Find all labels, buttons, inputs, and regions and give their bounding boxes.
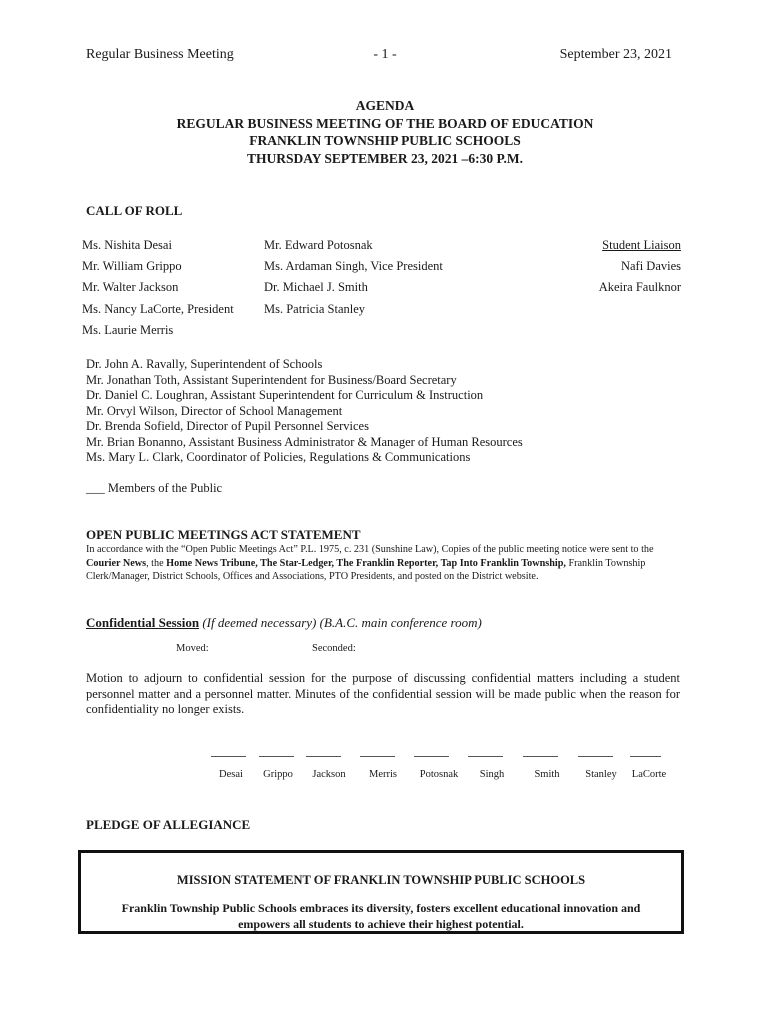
student-liaison: Nafi Davies (620, 259, 681, 273)
agenda-title: AGENDA (355, 98, 415, 113)
student-liaison-heading: Student Liaison (602, 238, 681, 252)
roll-member: Dr. Michael J. Smith (264, 280, 368, 294)
roll-call-heading: CALL OF ROLL (86, 203, 183, 218)
vote-name: Desai (219, 769, 243, 780)
vote-name: Jackson (312, 769, 346, 780)
vote-blank (630, 756, 661, 757)
vote-name: Stanley (585, 769, 617, 780)
vote-name: Smith (534, 769, 560, 780)
vote-blank (306, 756, 341, 757)
seconded-label: Seconded: (312, 643, 356, 654)
staff-member: Mr. Orvyl Wilson, Director of School Management (86, 403, 343, 418)
staff-member: Dr. Brenda Sofield, Director of Pupil Personnel Services (86, 419, 369, 433)
staff-member: Mr. Brian Bonanno, Assistant Business Administrator & Manager of Human Resources (86, 434, 523, 449)
roll-member: Ms. Laurie Merris (82, 323, 174, 337)
district-name: FRANKLIN TOWNSHIP PUBLIC SCHOOLS (249, 133, 521, 148)
meeting-title: REGULAR BUSINESS MEETING OF THE BOARD OF EDUCATION (176, 115, 594, 131)
vote-blank (523, 756, 558, 757)
vote-name: Merris (369, 769, 397, 780)
members-of-public: ___ Members of the Public (86, 481, 223, 495)
vote-name: Singh (479, 769, 505, 780)
roll-member: Ms. Ardaman Singh, Vice President (264, 259, 443, 273)
staff-member: Dr. John A. Ravally, Superintendent of Schools (86, 357, 323, 371)
vote-blank (468, 756, 503, 757)
mission-title: MISSION STATEMENT OF FRANKLIN TOWNSHIP PUBLIC SCHOOLS (176, 873, 586, 887)
vote-blank (360, 756, 395, 757)
roll-member: Mr. Walter Jackson (82, 280, 179, 294)
staff-member: Mr. Jonathan Toth, Assistant Superintendent for Business/Board Secretary (86, 372, 457, 387)
vote-blank (211, 756, 246, 757)
moved-label: Moved: (176, 643, 209, 654)
staff-list (86, 357, 523, 466)
vote-blank (578, 756, 613, 757)
vote-name: LaCorte (631, 769, 667, 780)
header-date: September 23, 2021 (559, 47, 672, 62)
roll-member: Ms. Nancy LaCorte, President (82, 302, 234, 316)
vote-blank (414, 756, 449, 757)
vote-name: Grippo (263, 769, 293, 780)
roll-member: Ms. Patricia Stanley (264, 302, 366, 316)
student-liaison: Akeira Faulknor (598, 280, 681, 294)
header-meeting-type: Regular Business Meeting (86, 47, 234, 62)
header-page-number: - 1 - (373, 47, 397, 62)
agenda-title-block (0, 97, 770, 167)
meeting-datetime: THURSDAY SEPTEMBER 23, 2021 –6:30 P.M. (246, 150, 524, 166)
pledge-heading: PLEDGE OF ALLEGIANCE (86, 817, 251, 832)
vote-blank (259, 756, 294, 757)
opma-statement: In accordance with the “Open Public Meetings Act” P.L. 1975, c. 231 (Sunshine Law), Copies of the public meeting notice were sent to the Courier News, the Home News Tribune, The Star-Ledger, The Franklin Reporter, Tap Into Franklin Township, Franklin Township Clerk/Manager, District Schools, Offices and Associations, PTO Presidents, and posted on the District website. (86, 544, 654, 582)
vote-name: Potosnak (419, 769, 459, 780)
mission-body: Franklin Township Public Schools embraces its diversity, fosters excellent educational innovation and empowers all students to achieve their highest potential. (121, 901, 641, 931)
confidential-session-title: Confidential Session (If deemed necessary) (B.A.C. main conference room) (86, 615, 482, 630)
mission-statement-box (78, 850, 684, 934)
roll-member: Mr. William Grippo (82, 259, 182, 273)
staff-member: Ms. Mary L. Clark, Coordinator of Policies, Regulations & Communications (86, 450, 471, 464)
roll-member: Mr. Edward Potosnak (264, 238, 373, 252)
opma-heading: OPEN PUBLIC MEETINGS ACT STATEMENT (86, 527, 361, 542)
confidential-motion-text: Motion to adjourn to confidential session for the purpose of discussing confidential matters including a student personnel matter and a personnel matter. Minutes of the confidential session will be made public when the reason for confidentiality no longer exists. (86, 671, 680, 716)
staff-member: Dr. Daniel C. Loughran, Assistant Superintendent for Curriculum & Instruction (86, 388, 484, 402)
roll-member: Ms. Nishita Desai (82, 238, 172, 252)
